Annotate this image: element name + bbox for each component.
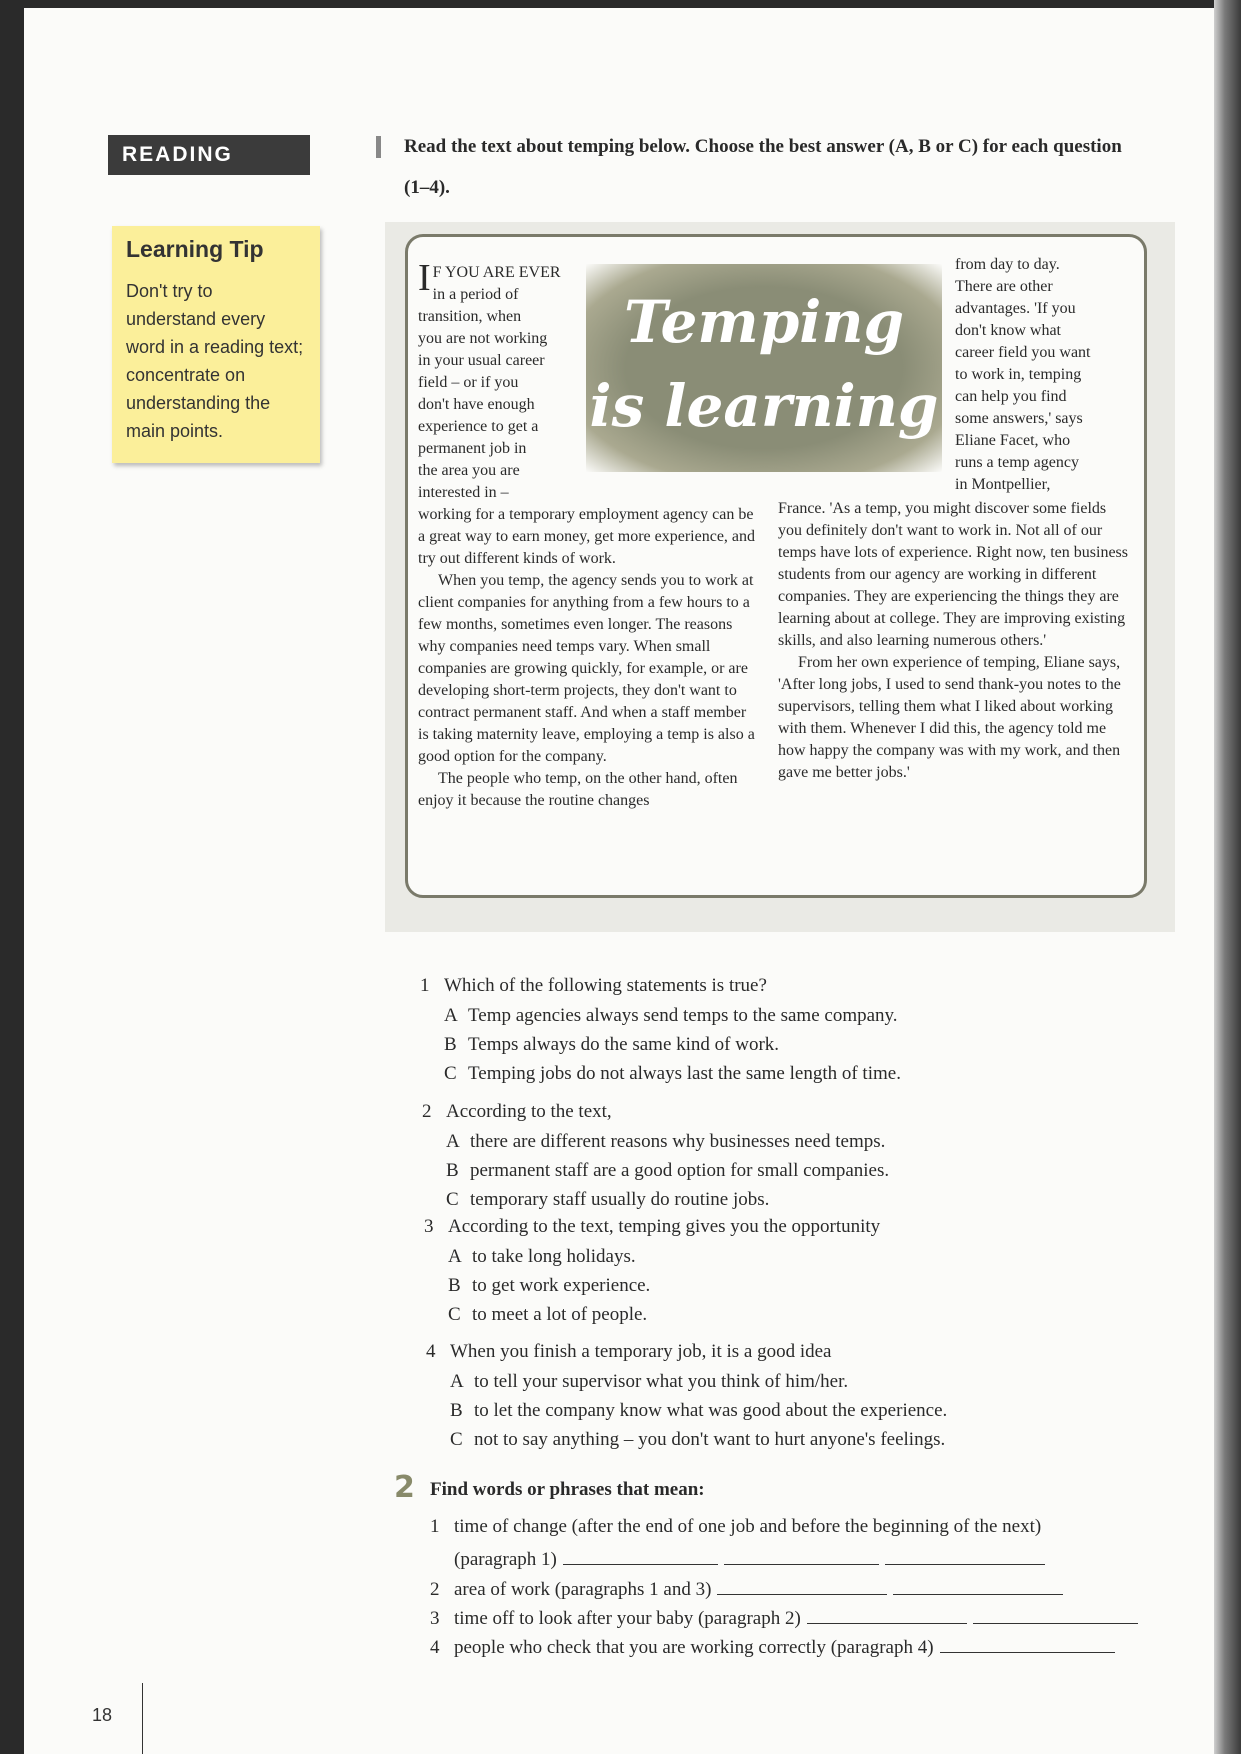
- item-number: 2: [430, 1579, 440, 1600]
- article-line: There are other: [955, 278, 1053, 295]
- answer-blank-input[interactable]: [807, 1605, 967, 1624]
- article-left-top: [418, 257, 578, 504]
- article-line: to work in, temping: [955, 366, 1082, 383]
- learning-tip-box: [112, 226, 320, 463]
- article-left-top-lines: [418, 284, 578, 504]
- option-text: permanent staff are a good option for small companies.: [470, 1160, 890, 1181]
- answer-option-3a[interactable]: [448, 1246, 636, 1268]
- option-letter: C: [446, 1189, 459, 1210]
- option-text: to tell your supervisor what you think of him/her.: [474, 1371, 849, 1392]
- question-number: 3: [424, 1216, 434, 1237]
- article-line: runs a temp agency: [955, 454, 1079, 471]
- exercise-2-item-1: [430, 1516, 1041, 1538]
- article-line: can help you find: [955, 388, 1067, 405]
- article-paragraph: From her own experience of temping, Eliane says, 'After long jobs, I used to send thank-you notes to the supervisors, telling them what I liked about working with them. Whenever I did this, the agency told me how happy the company was with my work, and then gave me better jobs.': [778, 654, 1121, 781]
- answer-option-2b[interactable]: [446, 1160, 889, 1182]
- article-paragraph: working for a temporary employment agency can be a great way to earn money, get more experience, and try out different kinds of work.: [418, 506, 756, 567]
- answer-option-4a[interactable]: [450, 1371, 848, 1393]
- answer-blank-input[interactable]: [563, 1546, 718, 1565]
- page-number-rule: [142, 1683, 143, 1754]
- question-text: According to the text,: [446, 1101, 612, 1122]
- option-letter: A: [444, 1005, 458, 1026]
- option-text: Temps always do the same kind of work.: [468, 1034, 780, 1055]
- article-line: the area you are: [418, 462, 520, 479]
- question-3: [424, 1216, 880, 1238]
- option-text: to take long holidays.: [472, 1246, 636, 1267]
- option-text: to meet a lot of people.: [472, 1304, 648, 1325]
- exercise-2-number: 2: [394, 1470, 415, 1505]
- option-text: Temping jobs do not always last the same length of time.: [468, 1063, 901, 1084]
- option-letter: C: [444, 1063, 457, 1084]
- learning-tip-body: Don't try to understand every word in a reading text; concentrate on understanding the main points.: [126, 281, 304, 441]
- answer-option-3b[interactable]: [448, 1275, 650, 1297]
- question-text: According to the text, temping gives you the opportunity: [448, 1216, 881, 1237]
- article-line: transition, when: [418, 308, 522, 325]
- article-line: experience to get a: [418, 418, 539, 435]
- item-number: 4: [430, 1637, 440, 1658]
- option-text: there are different reasons why businesses need temps.: [470, 1131, 886, 1152]
- option-text: not to say anything – you don't want to hurt anyone's feelings.: [474, 1429, 946, 1450]
- headline-line-1: Temping: [623, 288, 905, 356]
- option-letter: B: [450, 1400, 463, 1421]
- item-text: time off to look after your baby (paragraph 2): [454, 1608, 801, 1629]
- question-4: [426, 1341, 832, 1363]
- question-text: When you finish a temporary job, it is a good idea: [450, 1341, 832, 1362]
- book-spine-edge: [1214, 0, 1241, 1754]
- headline-line-2: is learning: [589, 372, 939, 440]
- section-label: READING: [108, 135, 310, 175]
- article-headline: [586, 264, 942, 472]
- article-line: you are not working: [418, 330, 548, 347]
- exercise-2-item-1-cont: [454, 1546, 1045, 1571]
- answer-option-4c[interactable]: [450, 1429, 945, 1451]
- article-line: permanent job in: [418, 440, 527, 457]
- question-number: 4: [426, 1341, 436, 1362]
- article-line: in a period of: [432, 286, 519, 303]
- article-line: interested in –: [418, 484, 509, 501]
- item-text: area of work (paragraphs 1 and 3): [454, 1579, 712, 1600]
- option-letter: C: [450, 1429, 463, 1450]
- answer-option-3c[interactable]: [448, 1304, 647, 1326]
- option-text: to let the company know what was good about the experience.: [474, 1400, 948, 1421]
- article-left-column: [418, 504, 760, 812]
- exercise-1-marker: [376, 136, 381, 158]
- answer-option-4b[interactable]: [450, 1400, 947, 1422]
- answer-option-1b[interactable]: [444, 1034, 779, 1056]
- question-2: [422, 1101, 612, 1123]
- option-text: to get work experience.: [472, 1275, 651, 1296]
- question-1: [420, 975, 767, 997]
- option-letter: B: [446, 1160, 459, 1181]
- article-line: don't have enough: [418, 396, 535, 413]
- article-line: in your usual career: [418, 352, 545, 369]
- article-paragraph: When you temp, the agency sends you to work at client companies for anything from a few hours to a few months, sometimes even longer. The reasons why companies need temps vary. When small companies are growing quickly, for example, or are developing short-term projects, they don't want to contract permanent staff. And when a staff member is taking maternity leave, employing a temp is also a good option for the company.: [418, 572, 755, 765]
- answer-option-2c[interactable]: [446, 1189, 769, 1211]
- article-line: field – or if you: [418, 374, 519, 391]
- option-letter: A: [448, 1246, 462, 1267]
- answer-blank-input[interactable]: [717, 1576, 887, 1595]
- exercise-2-item-2: [430, 1576, 1063, 1601]
- answer-blank-input[interactable]: [893, 1576, 1063, 1595]
- learning-tip-title: Learning Tip: [126, 236, 264, 262]
- exercise-2-item-4: [430, 1634, 1115, 1659]
- item-text: people who check that you are working correctly (paragraph 4): [454, 1637, 934, 1658]
- article-paragraph: France. 'As a temp, you might discover some fields you definitely don't want to work in. Not all of our temps have lots of experience. Right now, ten business students from our agency are working in different companies. They are experiencing the things they are learning about at college. They are improving existing skills, and also learning numerous others.': [778, 500, 1128, 649]
- item-text: (paragraph 1): [454, 1549, 557, 1570]
- option-text: temporary staff usually do routine jobs.: [470, 1189, 770, 1210]
- article-right-top: [955, 254, 1135, 496]
- option-letter: C: [448, 1304, 461, 1325]
- option-letter: B: [448, 1275, 461, 1296]
- article-first-line: I F YOU ARE EVER: [418, 257, 561, 299]
- article-line: in Montpellier,: [955, 476, 1051, 493]
- article-line: don't know what: [955, 322, 1061, 339]
- option-letter: B: [444, 1034, 457, 1055]
- option-letter: A: [450, 1371, 464, 1392]
- answer-blank-input[interactable]: [885, 1546, 1045, 1565]
- article-line: career field you want: [955, 344, 1091, 361]
- answer-blank-input[interactable]: [724, 1546, 879, 1565]
- answer-option-1a[interactable]: [444, 1005, 898, 1027]
- question-number: 2: [422, 1101, 432, 1122]
- exercise-2-item-3: [430, 1605, 1138, 1630]
- page-number: 18: [92, 1705, 113, 1725]
- exercise-2-title: Find words or phrases that mean:: [430, 1479, 705, 1500]
- answer-option-2a[interactable]: [446, 1131, 885, 1153]
- item-number: 3: [430, 1608, 440, 1629]
- item-number: 1: [430, 1516, 440, 1537]
- question-text: Which of the following statements is true?: [444, 975, 767, 996]
- answer-option-1c[interactable]: [444, 1063, 901, 1085]
- article-line: from day to day.: [955, 256, 1060, 273]
- article-line: some answers,' says: [955, 410, 1083, 427]
- item-text: time of change (after the end of one job and before the beginning of the next): [454, 1516, 1042, 1537]
- question-number: 1: [420, 975, 430, 996]
- exercise-1-instruction: Read the text about temping below. Choose the best answer (A, B or C) for each question (1–4).: [404, 136, 1122, 198]
- option-letter: A: [446, 1131, 460, 1152]
- answer-blank-input[interactable]: [940, 1634, 1115, 1653]
- answer-blank-input[interactable]: [973, 1605, 1138, 1624]
- article-paragraph: The people who temp, on the other hand, often enjoy it because the routine changes: [418, 770, 738, 809]
- article-line: Eliane Facet, who: [955, 432, 1071, 449]
- option-text: Temp agencies always send temps to the same company.: [468, 1005, 898, 1026]
- drop-cap: I: [418, 257, 431, 299]
- article-line: advantages. 'If you: [955, 300, 1076, 317]
- article-right-column: [778, 498, 1130, 784]
